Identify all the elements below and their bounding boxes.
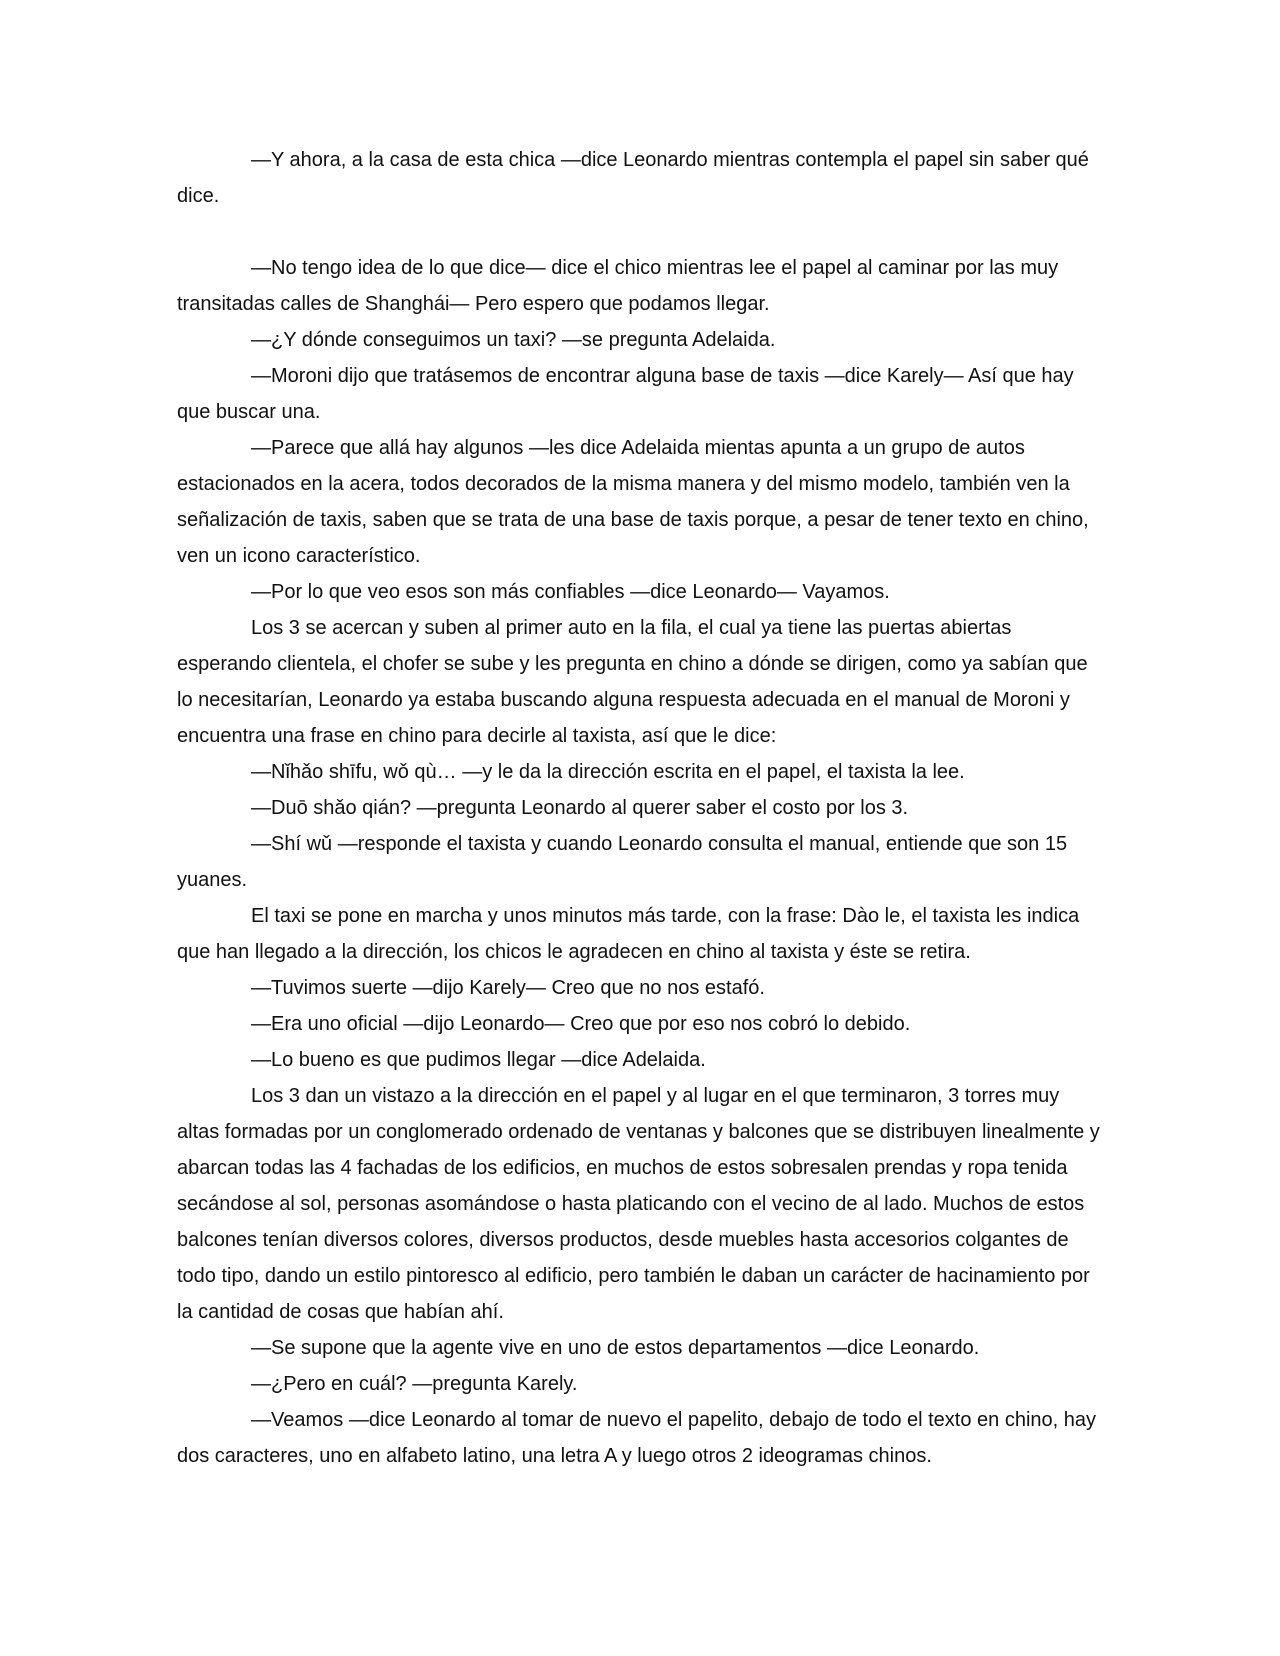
paragraph: —Se supone que la agente vive en uno de estos departamentos —dice Leonardo. (251, 1337, 980, 1359)
paragraph: —No tengo idea de lo que dice— dice el chico mientras lee el papel al caminar por las muy transitadas calles de Shanghái— Pero espero que podamos llegar. (177, 257, 1059, 315)
paragraph: —Tuvimos suerte —dijo Karely— Creo que no nos estafó. (251, 977, 765, 999)
paragraph: Los 3 se acercan y suben al primer auto en la fila, el cual ya tiene las puertas abiertas esperando clientela, el chofer se sube y les pregunta en chino a dónde se dirigen, como ya sabían que lo necesitarían, Leonardo ya estaba buscando alguna respuesta adecuada en el manual de Moroni y encuentra una frase en chino para decirle al taxista, así que le dice: (177, 617, 1088, 747)
paragraph: El taxi se pone en marcha y unos minutos más tarde, con la frase: Dào le, el taxista les indica que han llegado a la dirección, los chicos le agradecen en chino al taxista y éste se retira. (177, 905, 1080, 963)
paragraph: Los 3 dan un vistazo a la dirección en el papel y al lugar en el que terminaron, 3 torres muy altas formadas por un conglomerado ordenado de ventanas y balcones que se distribuyen linealmente y abarcan todas las 4 fachadas de los edificios, en muchos de estos sobresalen prendas y ropa tenida secándose al sol, personas asomándose o hasta platicando con el vecino de al lado. Muchos de estos balcones tenían diversos colores, diversos productos, desde muebles hasta accesorios colgantes de todo tipo, dando un estilo pintoresco al edificio, pero también le daban un carácter de hacinamiento por la cantidad de cosas que habían ahí. (177, 1085, 1100, 1323)
paragraph: —Veamos —dice Leonardo al tomar de nuevo el papelito, debajo de todo el texto en chino, hay dos caracteres, uno en alfabeto latino, una letra A y luego otros 2 ideogramas chinos. (177, 1409, 1097, 1467)
paragraph: —Por lo que veo esos son más confiables —dice Leonardo— Vayamos. (251, 581, 890, 603)
paragraph: —Lo bueno es que pudimos llegar —dice Adelaida. (251, 1049, 706, 1071)
paragraph: —Era uno oficial —dijo Leonardo— Creo que por eso nos cobró lo debido. (251, 1013, 911, 1035)
paragraph: —¿Pero en cuál? —pregunta Karely. (251, 1373, 578, 1395)
paragraph: —Nǐhǎo shīfu, wǒ qù… —y le da la dirección escrita en el papel, el taxista la lee. (251, 761, 965, 783)
paragraph: —Shí wǔ —responde el taxista y cuando Leonardo consulta el manual, entiende que son 15 yuanes. (177, 833, 1068, 891)
paragraph: —Parece que allá hay algunos —les dice Adelaida mientas apunta a un grupo de autos estacionados en la acera, todos decorados de la misma manera y del mismo modelo, también ven la señalización de taxis, saben que se trata de una base de taxis porque, a pesar de tener texto en chino, ven un icono característico. (177, 437, 1089, 567)
document-page (177, 142, 1101, 1474)
paragraph: —Moroni dijo que tratásemos de encontrar alguna base de taxis —dice Karely— Así que hay que buscar una. (177, 365, 1074, 423)
paragraph: —Y ahora, a la casa de esta chica —dice Leonardo mientras contempla el papel sin saber qué dice. (177, 149, 1089, 207)
paragraph: —¿Y dónde conseguimos un taxi? —se pregunta Adelaida. (251, 329, 776, 351)
paragraph: —Duō shǎo qián? —pregunta Leonardo al querer saber el costo por los 3. (251, 797, 909, 819)
